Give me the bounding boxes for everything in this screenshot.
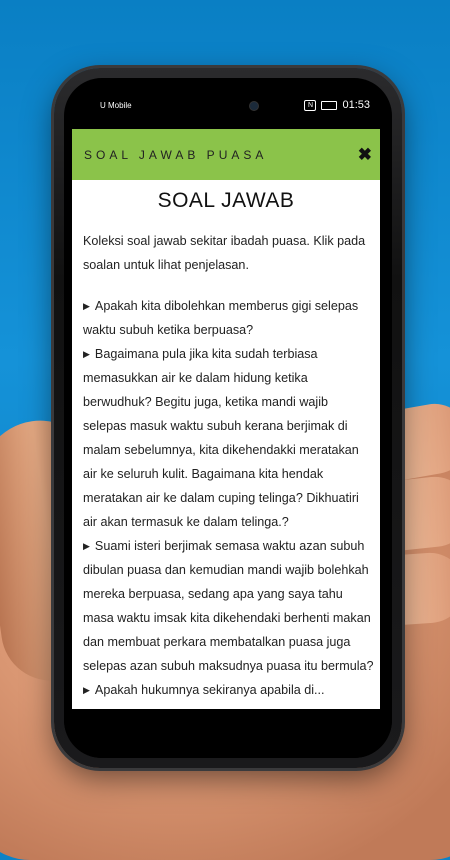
play-triangle-icon: ▶ (83, 301, 90, 311)
app-title: SOAL JAWAB PUASA (84, 148, 268, 162)
question-item[interactable] (83, 678, 374, 702)
app-bar (72, 129, 380, 180)
question-text: Suami isteri berjimak semasa waktu azan subuh dibulan puasa dan kemudian mandi wajib bolehkah mereka berpuasa, sedang apa yang saya tahu masa waktu imsak kita dikehendaki berhenti makan dan membuat perkara membatalkan puasa juga selepas azan subuh maksudnya puasa itu bermula? (83, 539, 374, 673)
nfc-icon: N (304, 100, 316, 111)
question-item[interactable] (83, 534, 374, 678)
phone-bottom-bezel (64, 718, 392, 758)
status-time: 01:53 (342, 99, 370, 111)
status-bar (64, 96, 392, 118)
question-text: Bagaimana pula jika kita sudah terbiasa memasukkan air ke dalam hidung ketika berwudhuk? Begitu juga, ketika mandi wajib selepas masuk waktu subuh kerana berjimak di malam sebelumnya, kita dikehendakki meratakan air ke seluruh kulit. Bagaimana kita hendak meratakan air ke dalam cuping telinga? Dikhuatiri air akan termasuk ke dalam telinga.? (83, 347, 359, 529)
close-icon[interactable]: ✖ (357, 145, 372, 164)
play-triangle-icon: ▶ (83, 685, 90, 695)
page-title: SOAL JAWAB (157, 189, 295, 212)
battery-icon (321, 101, 337, 110)
question-text: Apakah hukumnya sekiranya apabila di... (94, 683, 325, 697)
carrier-label: U Mobile (100, 101, 132, 110)
phone-display (64, 78, 392, 758)
question-item[interactable] (83, 294, 374, 342)
status-icons (304, 99, 370, 111)
question-item[interactable] (83, 342, 374, 534)
content-area (83, 229, 374, 702)
question-text: Apakah kita dibolehkan memberus gigi selepas waktu subuh ketika berpuasa? (83, 299, 359, 337)
phone-frame (54, 68, 402, 768)
play-triangle-icon: ▶ (83, 349, 90, 359)
intro-text: Koleksi soal jawab sekitar ibadah puasa. Klik pada soalan untuk lihat penjelasan. (83, 234, 366, 272)
play-triangle-icon: ▶ (83, 541, 90, 551)
app-screen (72, 129, 380, 709)
front-camera-icon (250, 102, 258, 110)
